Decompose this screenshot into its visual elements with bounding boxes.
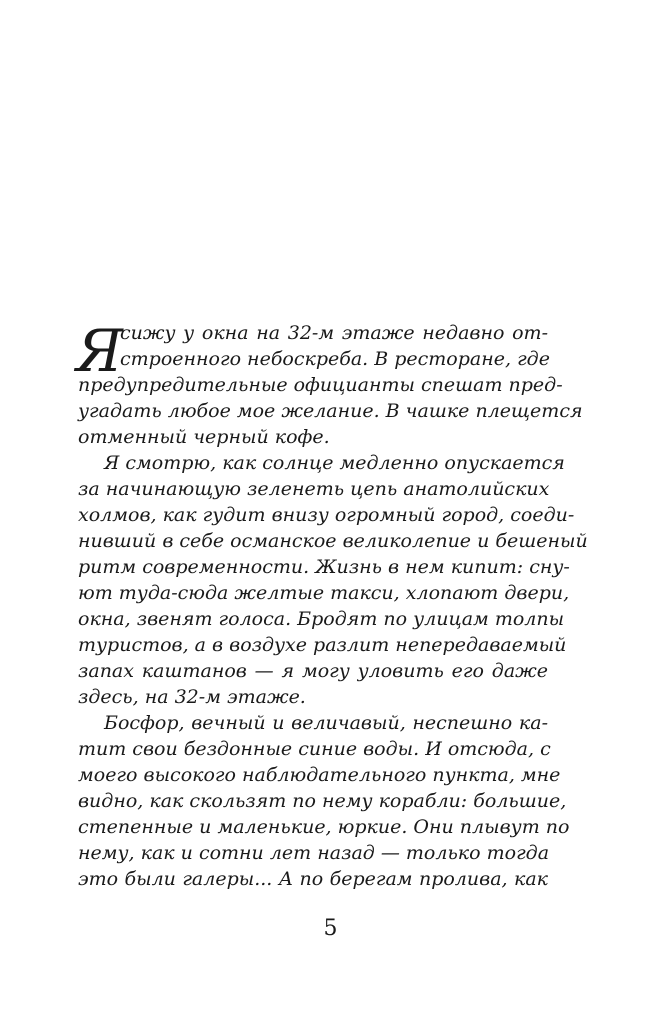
text-line: видно, как скользят по нему корабли: большие, (78, 790, 567, 812)
text-line: предупредительные официанты спешат пред- (78, 374, 563, 396)
text-line: Я смотрю, как солнце медленно опускается (104, 452, 565, 474)
text-line: за начинающую зеленеть цепь анатолийских (78, 478, 550, 500)
text-line: угадать любое мое желание. В чашке плещется (78, 400, 583, 422)
text-line: здесь, на 32-м этаже. (78, 686, 306, 708)
body-text (76, 317, 588, 892)
text-line: туристов, а в воздухе разлит непередаваемый (78, 634, 567, 656)
text-line: строенного небоскреба. В ресторане, где (120, 348, 550, 370)
text-line: нему, как и сотни лет назад — только тогда (78, 842, 550, 864)
text-line: моего высокого наблюдательного пункта, мне (78, 764, 561, 786)
text-line: отменный черный кофе. (78, 426, 330, 448)
text-line: тит свои бездонные синие воды. И отсюда, с (78, 738, 551, 760)
text-line: степенные и маленькие, юркие. Они плывут по (78, 816, 570, 838)
page-number: 5 (323, 916, 338, 941)
text-line: холмов, как гудит внизу огромный город, соеди- (78, 504, 575, 526)
text-line: нивший в себе османское великолепие и бешеный (78, 530, 588, 552)
text-line: ритм современности. Жизнь в нем кипит: сну- (78, 556, 570, 578)
text-line: окна, звенят голоса. Бродят по улицам толпы (78, 608, 565, 630)
text-line: запах каштанов — я могу уловить его даже (78, 660, 548, 682)
text-line: сижу у окна на 32-м этаже недавно от- (120, 322, 548, 344)
text-line: это были галеры... А по берегам пролива, как (78, 868, 548, 890)
drop-cap: Я (76, 317, 123, 385)
text-line: Босфор, вечный и величавый, неспешно ка- (104, 712, 548, 734)
text-line: ют туда-сюда желтые такси, хлопают двери, (78, 582, 570, 604)
